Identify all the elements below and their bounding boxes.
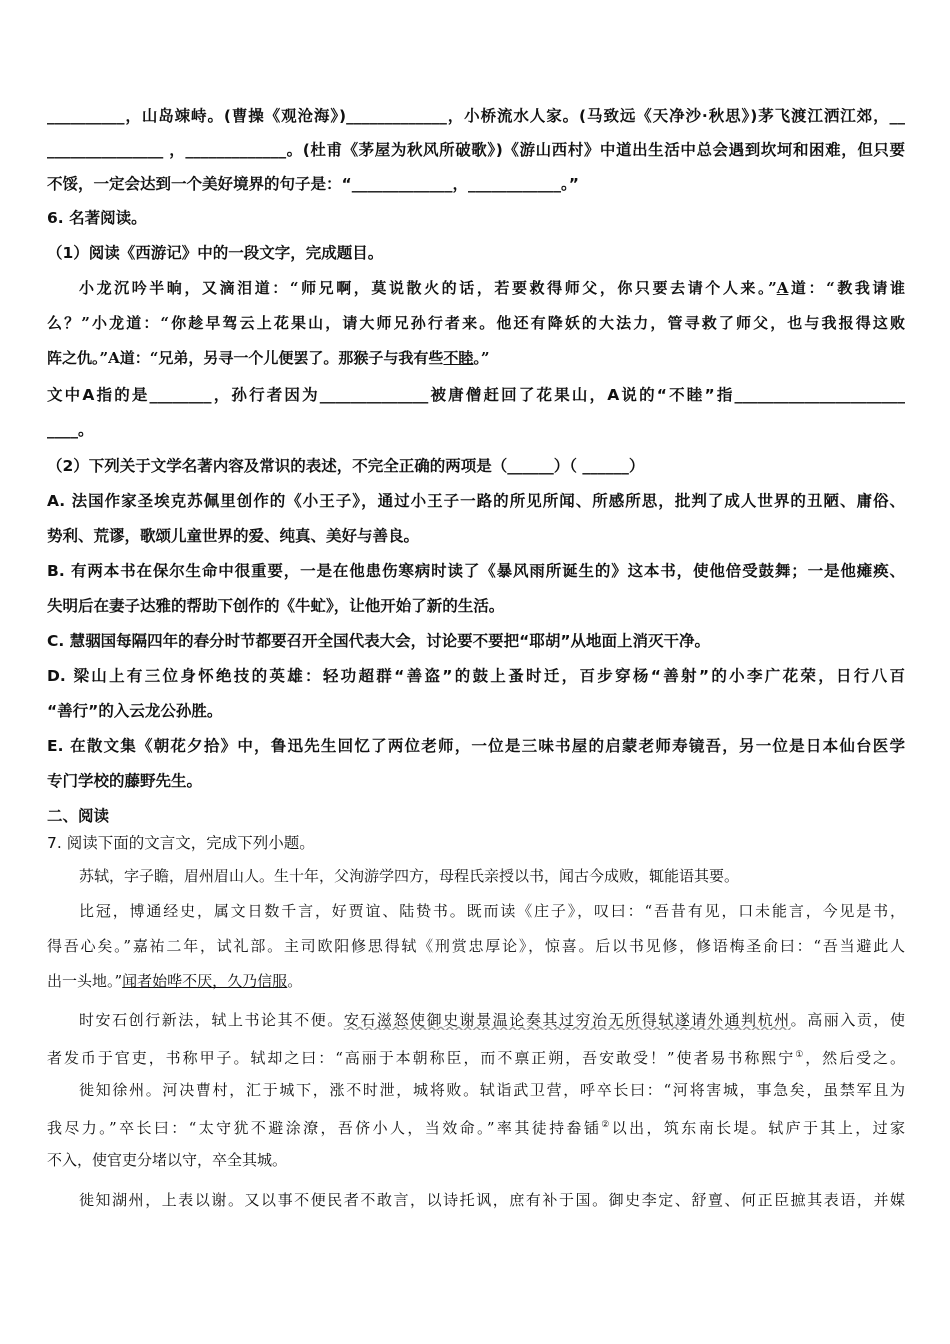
q6-question1-line-1: 文中A指的是________，孙行者因为______________被唐僧赶回了花果山，A说的“不睦”指______________________: [47, 386, 905, 404]
option-b-line-2: 失明后在妻子达雅的帮助下创作的《牛虻》，让他开始了新的生活。: [47, 597, 505, 615]
passage-text: 道：“教我请谁: [788, 279, 905, 297]
poetry-line-3: 不馁，一定会达到一个美好境界的句子是：“_____________，____________。”: [47, 175, 579, 193]
underlined-sentence: 闻者始哗不厌，久乃信服: [122, 972, 288, 990]
passage-text: 以出，筑东南长堤。轼庐于其上，过家: [611, 1119, 905, 1137]
option-a-line-1: A. 法国作家圣埃克苏佩里创作的《小王子》，通过小王子一路的所见所闻、所感所思，批判了成人世界的丑陋、庸俗、: [47, 492, 905, 510]
option-a-line-2: 势利、荒谬，歌颂儿童世界的爱、纯真、美好与善良。: [47, 527, 420, 545]
classical-p2-line-3: [47, 971, 905, 991]
passage-text: 者发币于官吏，书称甲子。轼却之曰：“高丽于本朝称臣，而不禀正朔，吾安敢受！”使者易书称熙宁: [47, 1049, 796, 1067]
passage-text: 阵之仇。”A道：“兄弟，另寻一个儿便罢了。那猴子与我有些: [47, 349, 444, 367]
classical-p2-line-2: 得吾心矣。”嘉祐二年，试礼部。主司欧阳修思得轼《刑赏忠厚论》，惊喜。后以书见修，修语梅圣俞曰：“吾当避此人: [47, 937, 905, 955]
option-e-line-1: E. 在散文集《朝花夕拾》中，鲁迅先生回忆了两位老师，一位是三味书屋的启蒙老师寿镜吾，另一位是日本仙台医学: [47, 737, 905, 755]
classical-p2-line-1: 比冠，博通经史，属文日数千言，好贾谊、陆贽书。既而读《庄子》，叹曰：“吾昔有见，口未能言，今见是书，: [79, 902, 905, 920]
option-e-line-2: 专门学校的藤野先生。: [47, 772, 203, 790]
option-d-line-1: D. 梁山上有三位身怀绝技的英雄：轻功超群“善盗”的鼓上蚤时迁，百步穿杨“善射”的小李广花荣，日行八百: [47, 667, 905, 685]
footnote-marker: ①: [795, 1050, 806, 1060]
classical-p3-line-1: [79, 1010, 905, 1030]
option-c: C. 慧骃国每隔四年的春分时节都要召开全国代表大会，讨论要不要把“耶胡”从地面上消灭干净。: [47, 632, 711, 650]
passage-text: 。高丽入贡，使: [790, 1011, 905, 1029]
classical-p3-line-2: [47, 1045, 905, 1068]
q6-part1-title: （1）阅读《西游记》中的一段文字，完成题目。: [47, 244, 384, 262]
wavy-underlined-sentence: 安石滋怒使御史谢景温论奏其过穷治无所得轼遂请外通判杭州: [343, 1011, 791, 1029]
q6-question1-line-2: ____。: [47, 421, 94, 439]
passage-text: ，然后受之。: [805, 1049, 905, 1067]
q6-title: 6. 名著阅读。: [47, 209, 147, 227]
passage-text: 小龙沉吟半晌，又滴泪道：“师兄啊，莫说散火的话，若要救得师父，你只要去请个人来。”: [79, 279, 777, 297]
passage-underlined-a: A: [776, 279, 789, 297]
passage-text: 出一头地。”: [47, 972, 123, 990]
passage-text: 时安石创行新法，轼上书论其不便。: [79, 1011, 344, 1029]
passage-line-1: [79, 278, 905, 298]
passage-text: 。: [287, 972, 303, 990]
passage-line-3: [47, 348, 905, 368]
q7-title: 7. 阅读下面的文言文，完成下列小题。: [47, 834, 315, 852]
q6-part2-title: （2）下列关于文学名著内容及常识的表述，不完全正确的两项是（______）（ ______）: [47, 457, 645, 475]
classical-p4-line-3: 不入，使官吏分堵以守，卒全其城。: [47, 1151, 288, 1169]
passage-text: 。”: [473, 349, 490, 367]
poetry-line-2: _______________ ，_____________。(杜甫《茅屋为秋风所破歌》)《游山西村》中道出生活中总会遇到坎坷和困难，但只要: [47, 141, 905, 159]
option-d-line-2: “善行”的入云龙公孙胜。: [47, 702, 223, 720]
classical-p5-line-1: 徙知湖州，上表以谢。又以事不便民者不敢言，以诗托讽，庶有补于国。御史李定、舒亶、何正臣摭其表语，并媒: [79, 1191, 905, 1209]
footnote-marker: ②: [601, 1120, 612, 1130]
classical-p4-line-1: 徙知徐州。河决曹村，汇于城下，涨不时泄，城将败。轼诣武卫营，呼卒长曰：“河将害城，事急矣，虽禁军且为: [79, 1081, 905, 1099]
passage-underlined-bumu: 不睦: [443, 349, 474, 367]
classical-p4-line-2: [47, 1115, 905, 1138]
section-2-title: 二、阅读: [47, 807, 110, 825]
poetry-line-1: __________，山岛竦峙。(曹操《观沧海》)_____________，小桥流水人家。(马致远《天净沙·秋思》)茅飞渡江洒江郊，__: [47, 107, 905, 125]
passage-line-2: 么？”小龙道：“你趁早驾云上花果山，请大师兄孙行者来。他还有降妖的大法力，管寻救了师父，也与我报得这败: [47, 314, 905, 332]
option-b-line-1: B. 有两本书在保尔生命中很重要，一是在他患伤寒病时读了《暴风雨所诞生的》这本书，使他倍受鼓舞；一是他瘫痪、: [47, 562, 905, 580]
classical-p1: 苏轼，字子瞻，眉州眉山人。生十年，父洵游学四方，母程氏亲授以书，闻古今成败，辄能语其要。: [79, 867, 740, 885]
passage-text: 我尽力。”卒长曰：“太守犹不避涂潦，吾侪小人，当效命。”率其徒持畚锸: [47, 1119, 602, 1137]
